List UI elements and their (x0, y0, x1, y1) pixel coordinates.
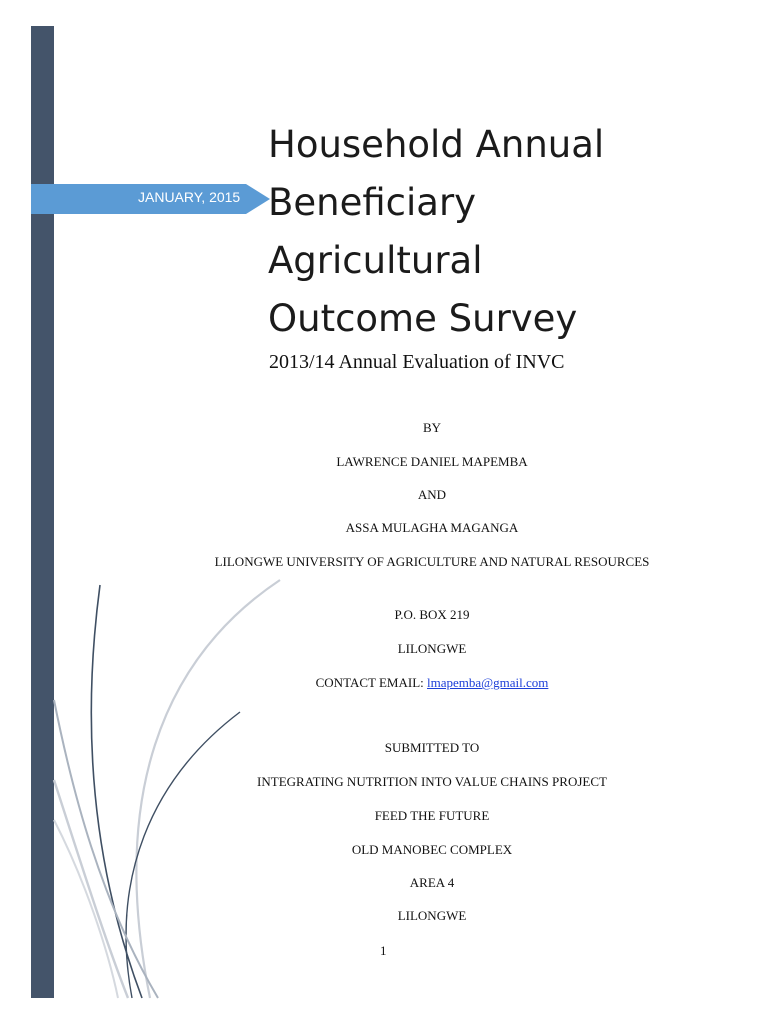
author-2: ASSA MULAGHA MAGANGA (345, 520, 519, 535)
title-line-3: Agricultural (268, 239, 483, 282)
page-number: 1 (380, 943, 387, 958)
title-line-1: Household Annual (268, 123, 605, 166)
report-title (268, 116, 604, 348)
contact-email-link[interactable]: lmapemba@gmail.com (427, 675, 549, 690)
program-name: FEED THE FUTURE (374, 808, 490, 823)
contact-label: CONTACT EMAIL: (315, 675, 428, 690)
by-label: BY (422, 420, 442, 435)
submission-city: LILONGWE (397, 908, 467, 923)
area-name: AREA 4 (409, 875, 455, 890)
title-line-4: Outcome Survey (268, 297, 578, 340)
report-subtitle: 2013/14 Annual Evaluation of INVC (269, 351, 565, 373)
project-name: INTEGRATING NUTRITION INTO VALUE CHAINS PROJECT (257, 774, 607, 789)
author-city: LILONGWE (397, 641, 467, 656)
cover-sidebar-bar (31, 26, 54, 998)
po-box: P.O. BOX 219 (394, 607, 470, 622)
author-1: LAWRENCE DANIEL MAPEMBA (336, 454, 528, 469)
complex-name: OLD MANOBEC COMPLEX (351, 842, 513, 857)
and-label: AND (417, 487, 447, 502)
title-line-2: Beneficiary (268, 181, 477, 224)
contact-line (212, 674, 652, 691)
institution: LILONGWE UNIVERSITY OF AGRICULTURE AND NATURAL RESOURCES (214, 554, 650, 569)
report-date: JANUARY, 2015 (138, 189, 241, 205)
submitted-to-label: SUBMITTED TO (384, 740, 480, 755)
